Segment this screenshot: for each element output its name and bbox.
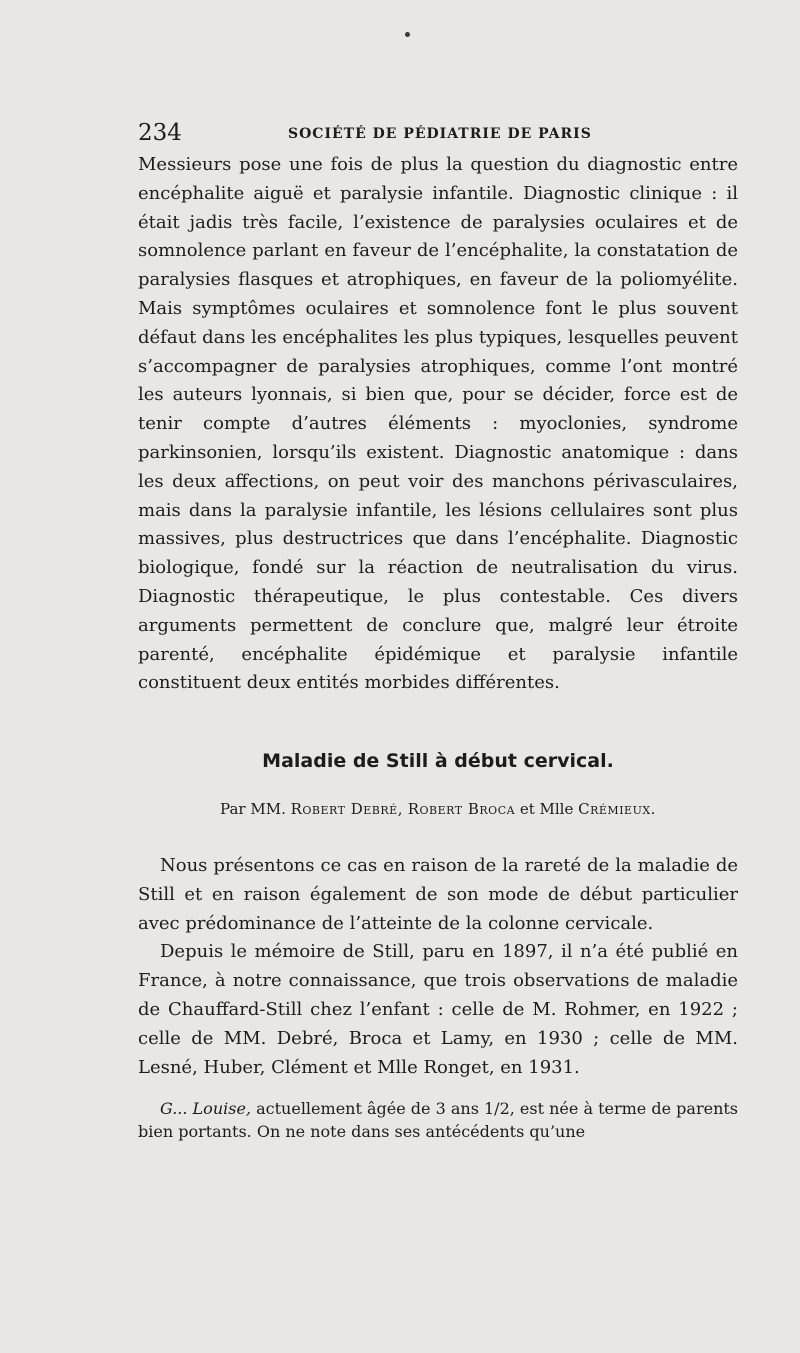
body-paragraph: Nous présentons ce cas en raison de la rareté de la maladie de Still et en raison également de son mode de début particulier avec prédominance de l’atteinte de la colonne cervicale. <box>138 855 738 934</box>
author-name: Robert Debré, <box>290 800 403 818</box>
article-title: Maladie de Still à début cervical. <box>262 750 614 772</box>
body-paragraph: Depuis le mémoire de Still, paru en 1897, il n’a été publié en France, à notre connaissance, que trois observations de maladie de Chauffard-Still chez l’enfant : celle de M. Rohmer, en 1922 ; celle de MM. Debré, Broca et Lamy, en 1930 ; celle de MM. Lesné, Huber, Clément et Mlle Ronget, en 1931. <box>138 941 738 1078</box>
running-head <box>138 120 738 150</box>
patient-name: G... Louise, <box>160 1099 252 1118</box>
discussion-text <box>138 151 738 698</box>
case-observation <box>138 1097 738 1143</box>
observation-paragraph <box>138 1097 738 1143</box>
article-body <box>138 852 738 1082</box>
observation-text: actuellement âgée de 3 ans 1/2, est née à terme de parents bien portants. On ne note dans ses antécédents qu’une <box>138 1099 739 1141</box>
byline-prefix: Par MM. <box>220 800 286 818</box>
author-name: Crémieux. <box>578 800 656 818</box>
author-name: Robert Broca <box>407 800 516 818</box>
discussion-paragraph: Messieurs pose une fois de plus la question du diagnostic entre encéphalite aiguë et paralysie infantile. Diagnostic clinique : il était jadis très facile, l’existence de paralysies oculaires et de somnolence parlant en faveur de l’encéphalite, la constatation de paralysies flasques et atrophiques, en faveur de la poliomyélite. Mais symptômes oculaires et somnolence font le plus souvent défaut dans les encéphalites les plus typiques, lesquelles peuvent s’accompagner de paralysies atrophiques, comme l’ont montré les auteurs lyonnais, si bien que, pour se décider, force est de tenir compte d’autres éléments : myoclonies, syndrome parkinsonien, lorsqu’ils existent. Diagnostic anatomique : dans les deux affections, on peut voir des manchons périvasculaires, mais dans la paralysie infantile, les lésions cellulaires sont plus massives, plus destructrices que dans l’encéphalite. Diagnostic biologique, fondé sur la réaction de neutralisation du virus. Diagnostic thérapeutique, le plus contestable. Ces divers arguments permettent de conclure que, malgré leur étroite parenté, encéphalite épidémique et paralysie infantile constituent deux entités morbides différentes. <box>138 154 738 694</box>
article-byline <box>138 800 738 818</box>
page-number: 234 <box>138 120 182 146</box>
page-speck <box>405 32 410 37</box>
byline-join: et Mlle <box>519 800 574 818</box>
running-title: SOCIÉTÉ DE PÉDIATRIE DE PARIS <box>288 126 592 142</box>
